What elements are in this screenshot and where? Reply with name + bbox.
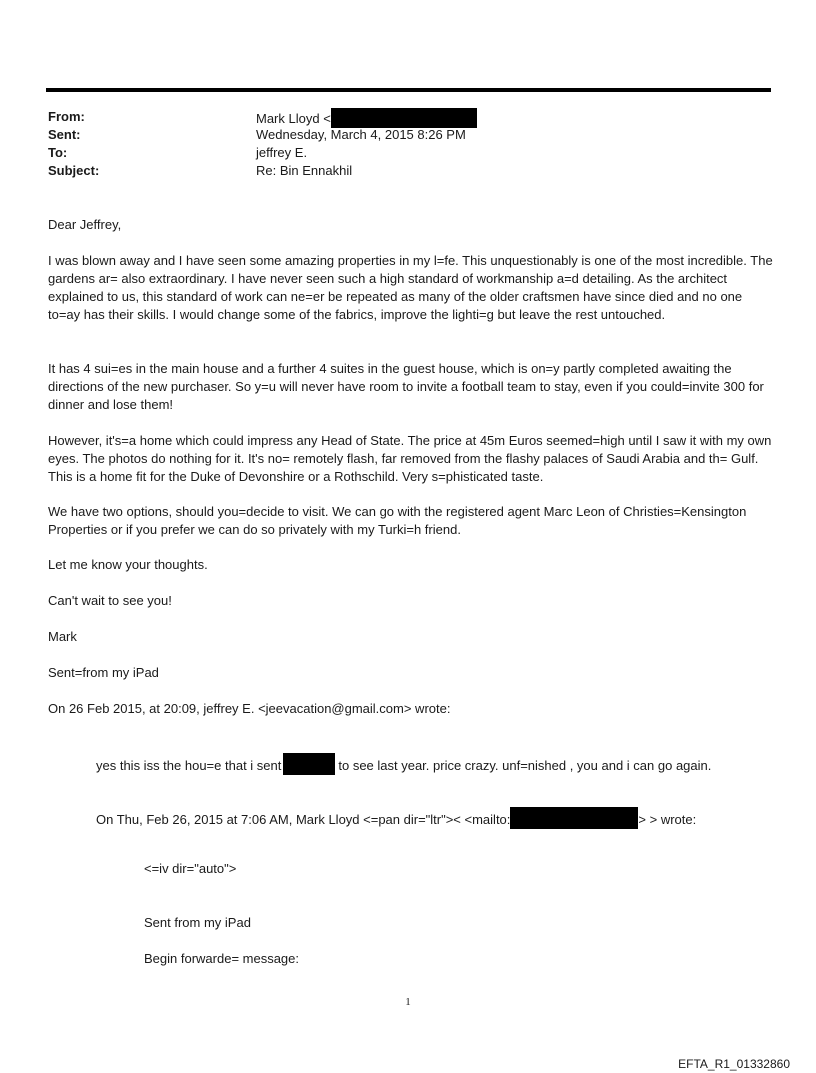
to-value: jeffrey E. — [256, 145, 308, 160]
quoted-reply-part-1: yes this iss the hou=e that i sent — [96, 758, 282, 773]
document-id: EFTA_R1_01332860 — [678, 1057, 790, 1071]
greeting: Dear Jeffrey, — [48, 217, 122, 232]
subject-row — [48, 162, 648, 180]
paragraph-4: We have two options, should you=decide to visit. We can go with the registered agent Marc Leon of Christies=Kensington Properties or if you prefer we can do so privately with my Turki=h friend. — [48, 504, 747, 537]
sent-from-line: Sent=from my iPad — [48, 665, 159, 680]
thoughts-line: Let me know your thoughts. — [48, 557, 208, 572]
quoted-begin-forward: Begin forwarde= message: — [144, 951, 300, 966]
quoted-reply — [96, 753, 711, 775]
quote-header: On 26 Feb 2015, at 20:09, jeffrey E. <jeevacation@gmail.com> wrote: — [48, 701, 451, 716]
to-row — [48, 144, 648, 162]
paragraph-1: I was blown away and I have seen some amazing properties in my l=fe. This unquestionably is one of the most incredible. The gardens ar= also extraordinary. I have never seen such a high standard of workmanship a=d detailing. As the architect explained to us, this standard of work can ne=er be repeated as many of the older craftsmen have since died and no one to=ay has their skills. I would change some of the fabrics, improve the lighti=g but leave the rest untouched. — [48, 253, 773, 322]
paragraph-2: It has 4 sui=es in the main house and a further 4 suites in the guest house, which is on=y partly completed awaiting the directions of the new purchaser. So y=u will never have room to invite a football team to stay, even if you could=invite 300 for dinner and lose them! — [48, 361, 764, 412]
cant-wait-line: Can't wait to see you! — [48, 593, 172, 608]
quoted-reply-part-2: to see last year. price crazy. unf=nished , you and i can go again. — [338, 758, 712, 773]
redacted-name — [283, 753, 335, 775]
from-value — [256, 108, 477, 128]
page-number: 1 — [405, 996, 411, 1008]
sent-label: Sent: — [48, 127, 81, 142]
signature: Mark — [48, 629, 77, 644]
quoted-sent-from-ipad: Sent from my iPad — [144, 915, 251, 930]
sent-value: Wednesday, March 4, 2015 8:26 PM — [256, 127, 466, 142]
from-label: From: — [48, 109, 85, 124]
redacted-email — [331, 108, 477, 128]
sent-row — [48, 126, 648, 144]
subject-value: Re: Bin Ennakhil — [256, 163, 353, 178]
redacted-mailto — [510, 807, 638, 829]
header-divider — [46, 88, 771, 92]
from-sender-name: Mark Lloyd < — [256, 111, 331, 126]
quoted-div-tag: <=iv dir="auto"> — [144, 861, 237, 876]
paragraph-3: However, it's=a home which could impress any Head of State. The price at 45m Euros seemed=high until I saw it with my own eyes. The photos do nothing for it. It's no= remotely flash, far removed from the flashy palaces of Saudi Arabia and th= Gulf. This is a home fit for the Duke of Devonshire or a Rothschild. Very s=phisticated taste. — [48, 433, 772, 484]
quoted-thu-header — [96, 807, 696, 829]
subject-label: Subject: — [48, 163, 100, 178]
from-row — [48, 108, 648, 126]
quoted-thu-part-1: On Thu, Feb 26, 2015 at 7:06 AM, Mark Lloyd <=pan dir="ltr">< <mailto: — [96, 812, 511, 827]
to-label: To: — [48, 145, 68, 160]
quoted-thu-part-2: > > wrote: — [638, 812, 697, 827]
